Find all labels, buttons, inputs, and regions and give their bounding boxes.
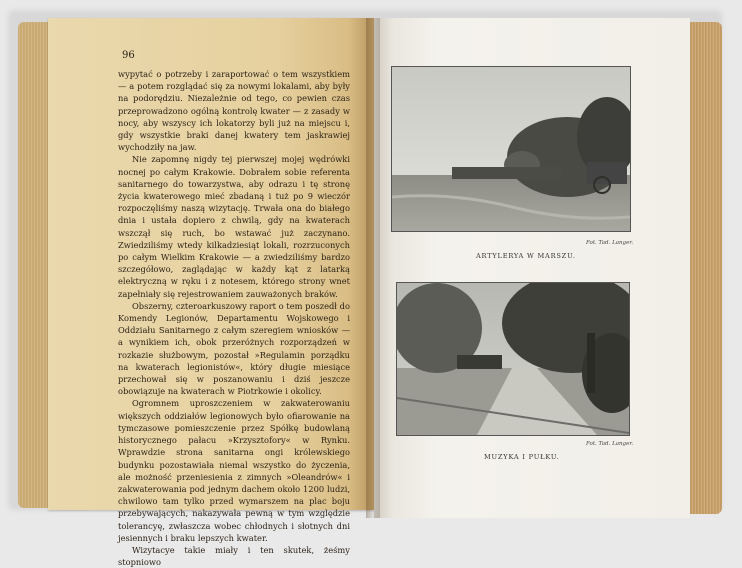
paragraph: Ogromnem uproszczeniem w zakwaterowaniu większych oddziałów legionowych było ofiarowanie na tymczasowe pomieszczenie przez Spółkę budowlaną historycznego pałacu »Krzysztofory« w Rynku. Wprawdzie strona sanitarna ongi królewskiego budynku pozostawiała niemal wszystko do życzenia, ale możność przeniesienia z zimnych »Oleandrów« i zakwaterowania pod jednym dachem około 1200 ludzi, chwilowo tam tylko przed wymarszem na plac boju przebywających, nakazywała pewną w tym względzie tolerancyę, zwłaszcza wobec chłodnych i słotnych dni jesiennych i braku lepszych kwater.: [118, 398, 350, 543]
paragraph: Nie zapomnę nigdy tej pierwszej mojej wędrówki nocnej po całym Krakowie. Dobrałem sobie referenta sanitarnego do towarzystwa, aby odrazu i tę stronę życia kwaterowego mieć zbadaną i tuż po 9 wieczór rozpoczęliśmy naszą wizytację. Trwała ona do białego dnia i ustała dopiero z chwilą, gdy na kwaterach wszczął się ruch, bo wstawać już zaczynano. Zwiedziliśmy wtedy kilkadziesiąt lokali, rozrzuconych po całym Wielkim Krakowie — a zwiedziliśmy bardzo szczegółowo, zaglądając w każdy kąt z latarką elektryczną w ręku i z notesem, którego strony wnet zapełniały się rejestrowaniem zauważonych braków.: [118, 154, 350, 299]
paragraph: Obszerny, czteroarkuszowy raport o tem poszedł do Komendy Legionów, Departamentu Wojskowego i Oddziału Sanitarnego z całym szeregiem wniosków — a wynikiem ich, obok przeróżnych rozporządzeń w rozkazie służbowym, pozostał »Regulamin porządku na kwaterach legionistów«, który długie miesiące przechował się w poszanowaniu i dziś jeszcze obowiązuje na kwaterach w Piotrkowie i okolicy.: [118, 300, 350, 397]
photo-artillery: [391, 66, 631, 232]
photo-music: [396, 282, 630, 436]
book-gutter: [366, 18, 380, 518]
photo-caption: ARTYLERYA W MARSZU.: [476, 252, 576, 260]
photo-caption: MUZYKA I PUŁKU.: [484, 453, 560, 461]
page-number: 96: [122, 50, 135, 61]
right-page-edges: [688, 22, 722, 514]
photo-credit: Fot. Tad. Langer.: [586, 441, 634, 447]
photo-credit: Fot. Tad. Langer.: [586, 240, 634, 246]
paragraph: Wizytacye takie miały i ten skutek, żeśmy stopniowo: [118, 544, 350, 568]
left-page-text: [118, 68, 350, 568]
paragraph: wypytać o potrzeby i zaraportować o tem wszystkiem — a potem rozglądać się za nowymi lokalami, aby były na podorędziu. Niezależnie od tego, co pewien czas przeprowadzono ogólną kontrolę kwater — z zasady w nocy, aby wszyscy ich lokatorzy byli już na miejscu i, gdy wszystkie braki danej kwatery tem jaskrawiej wychodziły na jaw.: [118, 69, 350, 153]
